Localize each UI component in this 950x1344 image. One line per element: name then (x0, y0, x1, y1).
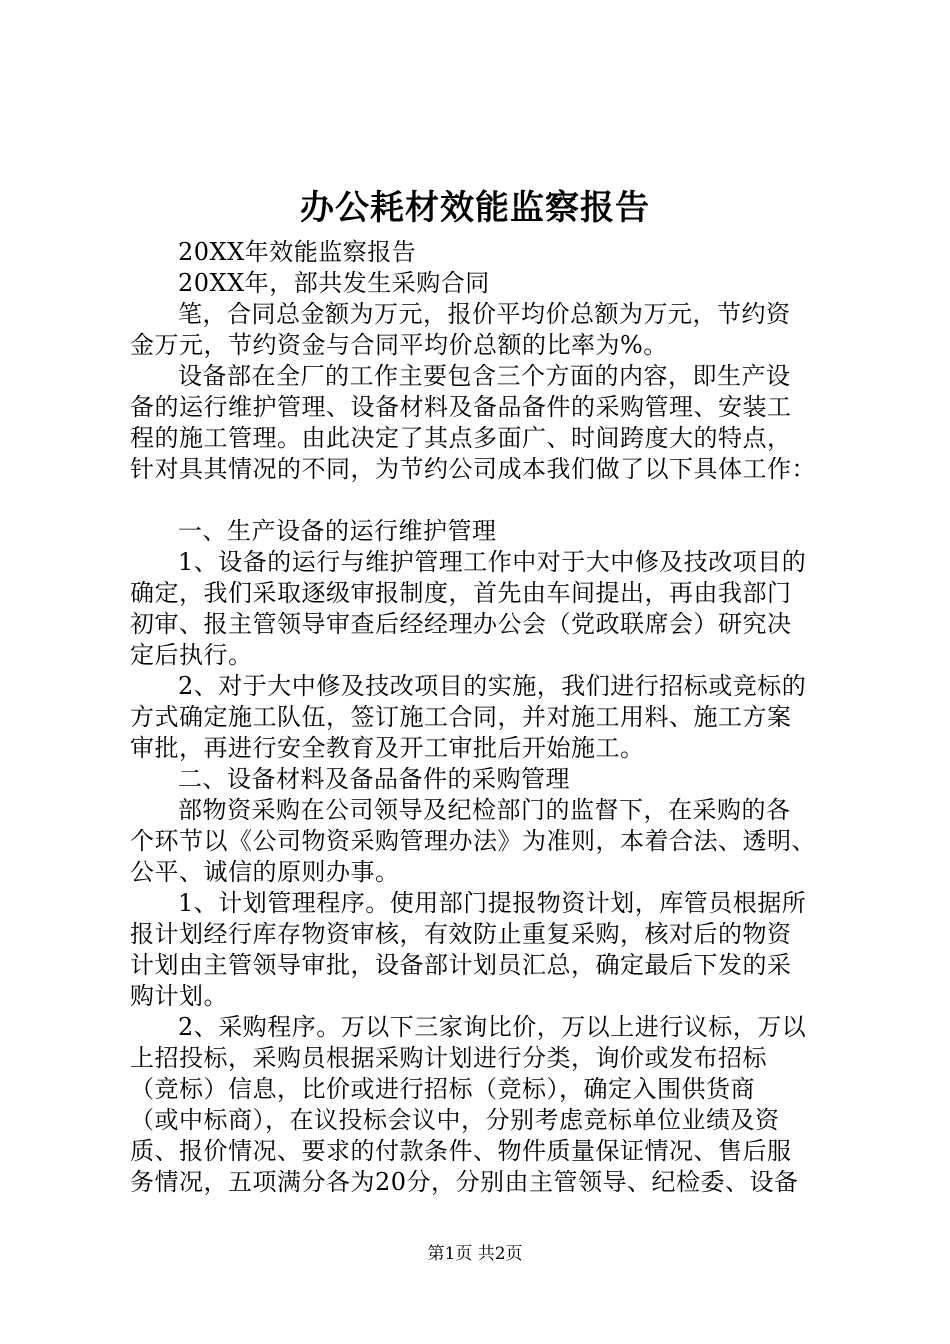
page-number: 第1页 共2页 (427, 1244, 523, 1264)
paragraph-maintenance-item-2: 2、对于大中修及技改项目的实施，我们进行招标或竞标的 方式确定施工队伍，签订施工合同，并对施工用料、施工方案 审批，再进行安全教育及开工审批后开始施工。 (130, 672, 807, 762)
paragraph-department-overview: 设备部在全厂的工作主要包含三个方面的内容，即生产设 备的运行维护管理、设备材料及备品备件的采购管理、安装工 程的施工管理。由此决定了其点多面广、时间跨度大的特点， 针对具其情况的不同，为节约公司成本我们做了以下具体工作： (130, 362, 816, 483)
page-title: 办公耗材效能监察报告 (300, 188, 650, 228)
paragraph-contract-amount: 笔，合同总金额为万元，报价平均价总额为万元，节约资 金万元，节约资金与合同平均价总额的比率为%。 (130, 300, 791, 359)
paragraph-contract-count: 20XX年，部共发生采购合同 (178, 269, 490, 297)
document-body (130, 237, 834, 1198)
paragraph-spacer (130, 485, 834, 516)
paragraph-maintenance-item-1: 1、设备的运行与维护管理工作中对于大中修及技改项目的 确定，我们采取逐级审报制度，首先由车间提出，再由我部门 初审、报主管领导审查后经经理办公会（党政联席会）研究决 定后执行。 (130, 548, 807, 669)
paragraph-procurement-item-1: 1、计划管理程序。使用部门提报物资计划，库管员根据所 报计划经行库存物资审核，有效防止重复采购，核对后的物资 计划由主管领导审批，设备部计划员汇总，确定最后下发的采 购计划。 (130, 889, 807, 1010)
paragraph-procurement-intro: 部物资采购在公司领导及纪检部门的监督下，在采购的各 个环节以《公司物资采购管理办法》为准则，本着合法、透明、 公平、诚信的原则办事。 (130, 796, 816, 886)
section-heading-maintenance: 一、生产设备的运行维护管理 (178, 517, 497, 545)
paragraph-report-heading: 20XX年效能监察报告 (178, 238, 417, 266)
paragraph-procurement-item-2: 2、采购程序。万以下三家询比价，万以上进行议标，万以 上招投标，采购员根据采购计划进行分类，询价或发布招标 （竞标）信息，比价或进行招标（竞标），确定入围供货商 （或中标商），在议投标会议中，分别考虑竞标单位业绩及资 质、报价情况、要求的付款条件、物件质量保证情况、售后服 务情况，五项满分各为20分，分别由主管领导、纪检委、设备 (130, 1013, 807, 1196)
section-heading-procurement: 二、设备材料及备品备件的采购管理 (178, 765, 570, 793)
